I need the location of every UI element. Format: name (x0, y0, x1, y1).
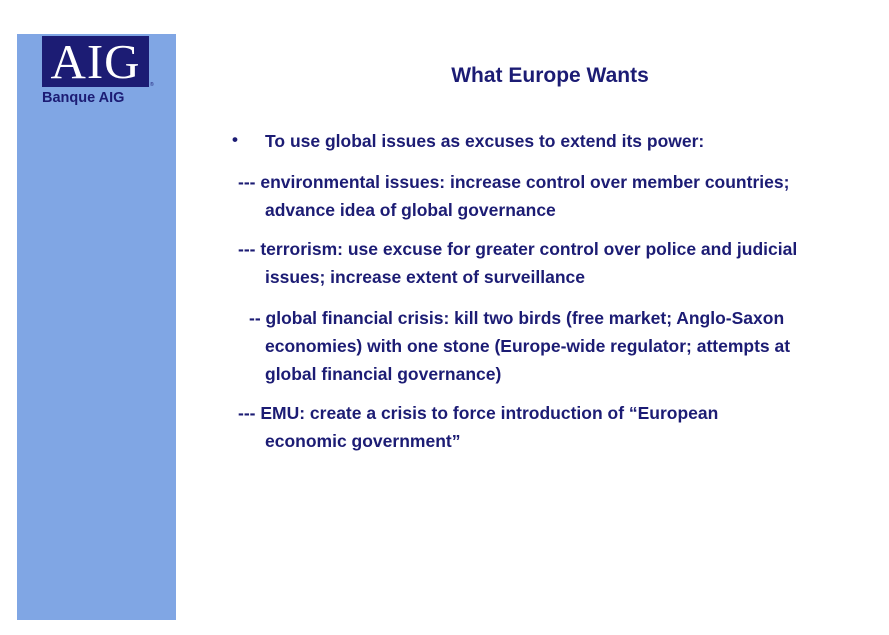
bullet-line-1: To use global issues as excuses to extend its power: (265, 131, 705, 151)
sub-item-environment-line-1: --- environmental issues: increase control over member countries; (238, 172, 790, 192)
sidebar-panel (17, 34, 176, 620)
aig-logo: AIG (42, 36, 149, 87)
sub-item-emu-line-1: --- EMU: create a crisis to force introduction of “European (238, 403, 719, 423)
logo-subtitle: Banque AIG (42, 90, 125, 106)
sub-item-crisis-line-2: economies) with one stone (Europe-wide regulator; attempts at (265, 336, 791, 356)
sub-item-emu-line-2: economic government” (265, 431, 461, 451)
sub-item-crisis-line-1: -- global financial crisis: kill two birds (free market; Anglo-Saxon (249, 308, 785, 328)
registered-mark: ® (150, 82, 154, 88)
sub-item-crisis-line-3: global financial governance) (265, 364, 502, 384)
sub-item-terrorism-line-2: issues; increase extent of surveillance (265, 267, 586, 287)
bullet-icon: • (232, 130, 238, 149)
sub-item-environment-line-2: advance idea of global governance (265, 200, 556, 220)
slide-title: What Europe Wants (451, 64, 649, 87)
sub-item-terrorism-line-1: --- terrorism: use excuse for greater control over police and judicial (238, 239, 798, 259)
